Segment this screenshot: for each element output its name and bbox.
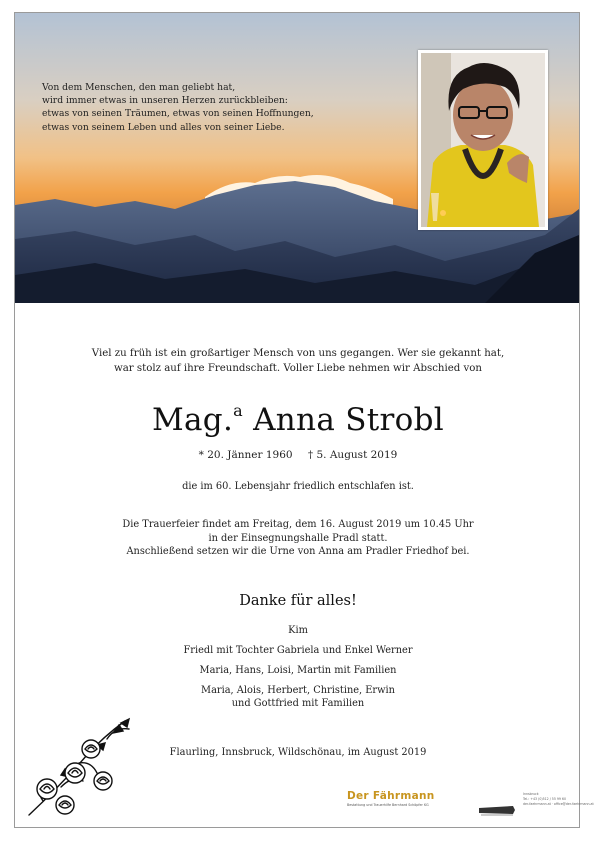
life-dates <box>15 449 581 461</box>
rose-ornament-icon <box>21 715 133 823</box>
memorial-quote <box>42 81 372 134</box>
mourner-line: Friedl mit Tochter Gabriela und Enkel Werner <box>183 645 413 656</box>
quote-line: etwas von seinen Träumen, etwas von seinen Hoffnungen, <box>42 108 314 120</box>
funeral-line-2: in der Einsegnungshalle Pradl statt. <box>208 532 388 544</box>
birth-date: * 20. Jänner 1960 <box>198 449 293 461</box>
mourners-list <box>15 624 581 710</box>
logo-subtitle: Bestattung und Trauerhilfe Bernhard Schöpfer KG <box>347 803 429 807</box>
funeral-line-1: Die Trauerfeier findet am Freitag, dem 16. August 2019 um 10.45 Uhr <box>122 519 474 530</box>
funeral-home-contact <box>523 792 594 807</box>
contact-line: Innsbruck <box>523 792 539 796</box>
quote-line: Von dem Menschen, den man geliebt hat, <box>42 82 236 93</box>
age-line: die im 60. Lebensjahr friedlich entschlafen ist. <box>182 481 414 492</box>
mourner-line: und Gottfried mit Familien <box>231 698 365 709</box>
thanks-heading: Danke für alles! <box>239 593 357 609</box>
quote-line: etwas von seinem Leben und alles von seiner Liebe. <box>42 121 285 133</box>
mourner-line: Maria, Hans, Loisi, Martin mit Familien <box>199 665 397 676</box>
mourner-line: Maria, Alois, Herbert, Christine, Erwin <box>201 685 395 696</box>
full-name: Anna Strobl <box>253 402 444 438</box>
obituary-card <box>14 12 594 828</box>
academic-title-superscript: a <box>233 401 243 420</box>
intro-text <box>15 346 581 376</box>
place-date-line: Flaurling, Innsbruck, Wildschönau, im August 2019 <box>169 747 427 758</box>
mourner-line: Kim <box>288 625 308 636</box>
coffin-icon <box>477 801 517 820</box>
funeral-info <box>15 518 581 559</box>
intro-line-1: Viel zu früh ist ein großartiger Mensch von uns gegangen. Wer sie gekannt hat, <box>91 348 505 359</box>
contact-line: der-faehrmann.at · office@der-faehrmann.at <box>523 802 594 806</box>
intro-line-2: war stolz auf ihre Freundschaft. Voller Liebe nehmen wir Abschied von <box>114 363 482 374</box>
funeral-line-3: Anschließend setzen wir die Urne von Anna am Pradler Friedhof bei. <box>126 546 470 557</box>
portrait-photo <box>418 50 548 230</box>
contact-line: Tel.: +43 (0)512 / 55 99 60 <box>523 797 566 801</box>
logo-name: Der Fährmann <box>347 790 435 802</box>
deceased-name <box>15 401 581 438</box>
quote-line: wird immer etwas in unseren Herzen zurückbleiben: <box>42 95 288 107</box>
death-date: † 5. August 2019 <box>307 449 398 461</box>
funeral-home-logo <box>347 790 475 807</box>
academic-title: Mag. <box>151 402 234 438</box>
